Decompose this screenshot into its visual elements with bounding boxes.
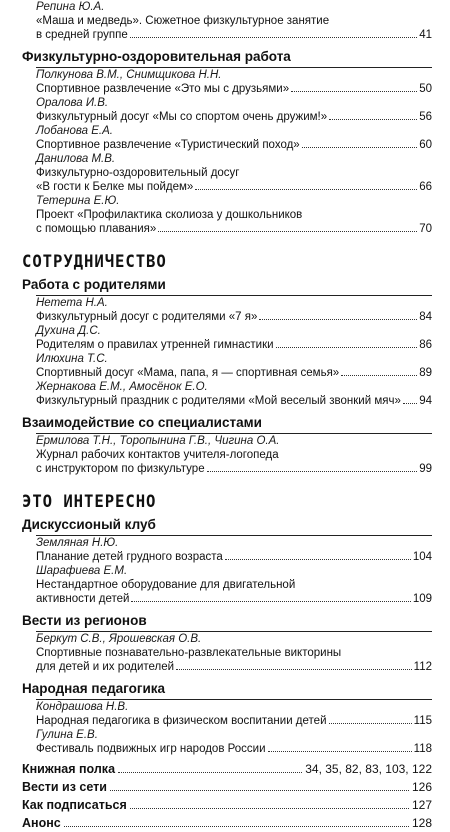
toc-author: Шарафиева Е.М. (36, 565, 128, 577)
toc-article-line (22, 592, 432, 606)
toc-author: Кондрашова Н.В. (36, 701, 129, 713)
page-number: 99 (419, 463, 432, 475)
toc-article-title: с инструктором по физкультуре (36, 463, 205, 475)
spacer (22, 476, 432, 484)
page-number: 115 (413, 715, 432, 727)
toc-article-line (22, 28, 432, 42)
toc-article-line (22, 394, 432, 408)
toc-article-line (22, 222, 432, 236)
toc-subsection-heading: Работа с родителями (22, 277, 166, 292)
toc-article-title: для детей и их родителей (36, 661, 175, 673)
dot-leader (110, 790, 409, 791)
dot-leader (195, 189, 417, 190)
toc-article-line (22, 82, 432, 96)
toc-subsection-heading: Физкультурно-оздоровительная работа (22, 49, 291, 64)
toc-entry (22, 778, 432, 796)
dot-leader (130, 808, 409, 809)
toc-article-line (22, 646, 432, 660)
dot-leader (64, 826, 409, 827)
dot-leader (403, 403, 417, 404)
toc-article-line (22, 208, 432, 222)
toc-article-title: Физкультурно-оздоровительный досуг (36, 167, 240, 179)
page-number: 86 (419, 339, 432, 351)
dot-leader (207, 471, 418, 472)
dot-leader (329, 723, 412, 724)
dot-leader (225, 559, 411, 560)
toc-article-title: «Маша и медведь». Сюжетное физкультурное занятие (36, 15, 330, 27)
spacer (22, 236, 432, 244)
page-number: 56 (419, 111, 432, 123)
dot-leader (341, 375, 417, 376)
page-number: 118 (413, 743, 432, 755)
dot-leader (176, 669, 412, 670)
toc-article-title: Физкультурный праздник с родителями «Мой веселый звонкий мяч» (36, 395, 401, 407)
page-number: 94 (419, 395, 432, 407)
dot-leader (276, 347, 418, 348)
toc-section-heading: СОТРУДНИЧЕСТВО (22, 252, 167, 272)
page-number: 50 (419, 83, 432, 95)
toc-author: Полкунова В.М., Снимщикова Н.Н. (36, 69, 222, 81)
toc-article-line (22, 742, 432, 756)
toc-entry-title: Книжная полка (22, 762, 116, 776)
toc-entry-title: Вести из сети (22, 780, 107, 794)
dot-leader (131, 601, 410, 602)
toc-article-title: Физкультурный досуг с родителями «7 я» (36, 311, 258, 323)
toc-author: Беркут С.В., Ярошевская О.В. (36, 633, 202, 645)
toc-article-title: в средней группе (36, 29, 128, 41)
toc-section-heading: ЭТО ИНТЕРЕСНО (22, 492, 157, 512)
toc-author: Гулина Е.В. (36, 729, 98, 741)
page-number: 70 (419, 223, 432, 235)
toc-article-line (22, 338, 432, 352)
toc-entry (22, 760, 432, 778)
page-number: 41 (419, 29, 432, 41)
page-number: 66 (419, 181, 432, 193)
toc-article-line (22, 578, 432, 592)
toc-author: Оралова И.В. (36, 97, 109, 109)
toc-author: Жернакова Е.М., Амосёнок Е.О. (36, 381, 208, 393)
toc-entry (22, 814, 432, 832)
toc-article-title: с помощью плавания» (36, 223, 157, 235)
toc-subsection-heading: Вести из регионов (22, 613, 147, 628)
toc-article-line (22, 180, 432, 194)
toc-article-line (22, 660, 432, 674)
toc-author: Лобанова Е.А. (36, 125, 113, 137)
toc-article-title: Спортивные познавательно-развлекательные викторины (36, 647, 342, 659)
dot-leader (158, 231, 417, 232)
toc-article-title: Спортивное развлечение «Туристический поход» (36, 139, 300, 151)
dot-leader (268, 751, 412, 752)
toc-article-title: Народная педагогика в физическом воспитании детей (36, 715, 327, 727)
toc-article-title: Проект «Профилактика сколиоза у дошкольников (36, 209, 303, 221)
toc-author: Земляная Н.Ю. (36, 537, 119, 549)
toc-article-title: активности детей (36, 593, 130, 605)
toc-article-line (22, 310, 432, 324)
dot-leader (130, 37, 417, 38)
dot-leader (302, 147, 418, 148)
toc-entry (22, 796, 432, 814)
toc-author: Тетерина Е.Ю. (36, 195, 120, 207)
dot-leader (291, 91, 417, 92)
toc-article-title: Нестандартное оборудование для двигательной (36, 579, 296, 591)
dot-leader (118, 772, 302, 773)
page-number: 128 (411, 816, 432, 830)
page-number: 60 (419, 139, 432, 151)
page-number: 112 (413, 661, 432, 673)
toc-article-title: «В гости к Белке мы пойдем» (36, 181, 194, 193)
page-number: 127 (411, 798, 432, 812)
page-number: 109 (412, 593, 432, 605)
dot-leader (259, 319, 417, 320)
toc-article-title: Физкультурный досуг «Мы со спортом очень дружим!» (36, 111, 328, 123)
toc-entry-title: Как подписаться (22, 798, 127, 812)
page-number: 126 (411, 780, 432, 794)
toc-article-title: Спортивный досуг «Мама, папа, я — спортивная семья» (36, 367, 340, 379)
toc-article-line (22, 462, 432, 476)
toc-author: Илюхина Т.С. (36, 353, 108, 365)
page-number: 89 (419, 367, 432, 379)
toc-article-line (22, 166, 432, 180)
toc-subsection-heading: Народная педагогика (22, 681, 166, 696)
toc-article-title: Родителям о правилах утренней гимнастики (36, 339, 274, 351)
toc-article-line (22, 550, 432, 564)
toc-entry-title: Анонс (22, 816, 61, 830)
dot-leader (329, 119, 417, 120)
table-of-contents (22, 0, 432, 832)
toc-article-line (22, 714, 432, 728)
toc-article-title: Планание детей грудного возраста (36, 551, 223, 563)
toc-article-title: Журнал рабочих контактов учителя-логопеда (36, 449, 279, 461)
toc-subsection-heading: Взаимодействие со специалистами (22, 415, 262, 430)
toc-article-line (22, 366, 432, 380)
toc-article-line (22, 110, 432, 124)
toc-author: Репина Ю.А. (36, 1, 105, 13)
toc-article-title: Фестиваль подвижных игр народов России (36, 743, 266, 755)
toc-article-title: Спортивное развлечение «Это мы с друзьями» (36, 83, 290, 95)
page-number: 84 (419, 311, 432, 323)
page-number: 104 (412, 551, 432, 563)
toc-author: Ермилова Т.Н., Торопынина Г.В., Чигина О.А. (36, 435, 280, 447)
toc-author: Духина Д.С. (36, 325, 101, 337)
toc-subsection-heading: Дискуссионый клуб (22, 517, 156, 532)
toc-article-line (22, 14, 432, 28)
toc-article-line (22, 138, 432, 152)
toc-author: Данилова М.В. (36, 153, 116, 165)
toc-author: Нетета Н.А. (36, 297, 108, 309)
page-number: 34, 35, 82, 83, 103, 122 (305, 762, 432, 776)
toc-article-line (22, 448, 432, 462)
